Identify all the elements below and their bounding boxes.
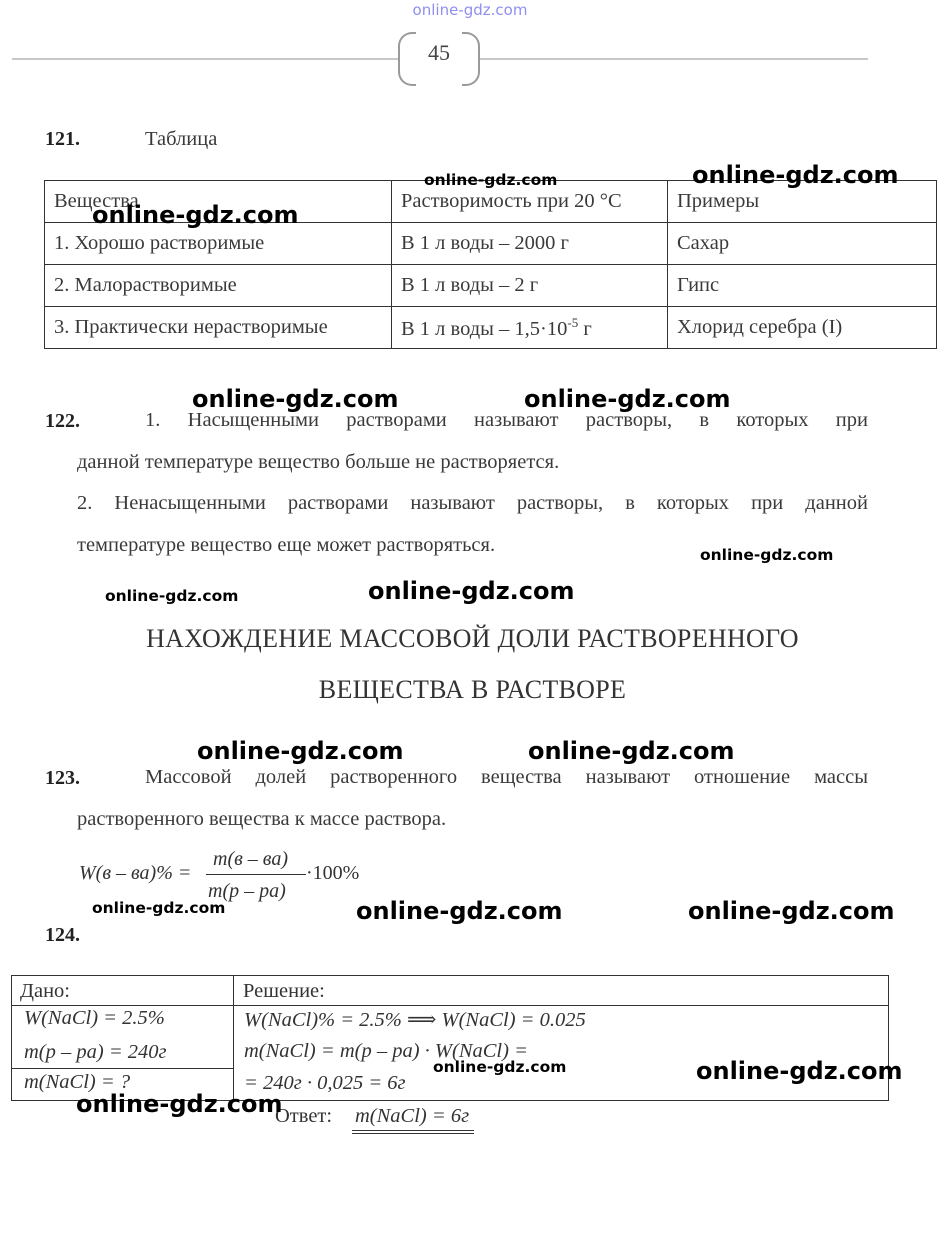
task-122-line-3: 2. Ненасыщенными растворами называют растворы, в которых при данной xyxy=(77,492,868,514)
given-header: Дано: xyxy=(20,980,70,1002)
formula-lhs: W(в – ва)% = xyxy=(79,862,192,884)
answer-underline-2 xyxy=(352,1133,474,1134)
task-122-line-4: температуре вещество еще может растворяться. xyxy=(77,534,496,556)
task-122-line-1: 1. Насыщенными растворами называют растворы, в которых при xyxy=(145,409,868,431)
table-cell: 1. Хорошо растворимые xyxy=(45,223,392,265)
watermark: online-gdz.com xyxy=(528,737,735,765)
watermark: online-gdz.com xyxy=(700,546,834,564)
task-122-number: 122. xyxy=(45,410,80,432)
answer-underline-1 xyxy=(352,1130,474,1131)
table-header-cell: Примеры xyxy=(668,181,937,223)
solution-table-given-divider xyxy=(11,1068,233,1069)
task-121-title: Таблица xyxy=(145,128,218,150)
formula-numerator: m(в – ва) xyxy=(213,848,288,870)
solubility-exponent: -5 xyxy=(567,314,579,330)
top-site-watermark: online-gdz.com xyxy=(412,1,528,19)
task-121-number: 121. xyxy=(45,128,80,150)
header-rule-right xyxy=(478,58,868,60)
given-mass-fraction: W(NaCl) = 2.5% xyxy=(24,1007,165,1029)
section-heading-line-2: ВЕЩЕСТВА В РАСТВОРЕ xyxy=(318,675,627,704)
solubility-value: В 1 л воды – 1,5·10 xyxy=(401,317,568,340)
table-cell: Хлорид серебра (I) xyxy=(668,307,937,349)
watermark: online-gdz.com xyxy=(692,161,899,189)
formula-fraction-bar xyxy=(206,874,306,875)
watermark: online-gdz.com xyxy=(197,737,404,765)
table-cell: В 1 л воды – 2 г xyxy=(392,265,668,307)
watermark: online-gdz.com xyxy=(524,385,731,413)
table-cell: Сахар xyxy=(668,223,937,265)
table-cell: 2. Малорастворимые xyxy=(45,265,392,307)
table-row xyxy=(45,265,937,307)
answer-value: m(NaCl) = 6г xyxy=(355,1105,470,1127)
solution-step-2: m(NaCl) = m(р – ра) · W(NaCl) = xyxy=(244,1040,528,1062)
table-header-cell: Вещества xyxy=(45,181,392,223)
table-cell: В 1 л воды – 2000 г xyxy=(392,223,668,265)
table-cell xyxy=(392,307,668,349)
task-123-number: 123. xyxy=(45,767,80,789)
page-number: 45 xyxy=(428,40,450,65)
task-123-line-2: растворенного вещества к массе раствора. xyxy=(77,808,447,830)
watermark: online-gdz.com xyxy=(105,587,239,605)
watermark: online-gdz.com xyxy=(76,1090,283,1118)
watermark: online-gdz.com xyxy=(696,1057,903,1085)
solubility-unit: г xyxy=(578,317,592,340)
header-rule-left xyxy=(12,58,400,60)
solution-table-vertical-divider xyxy=(233,975,234,1101)
watermark: online-gdz.com xyxy=(688,897,895,925)
watermark: online-gdz.com xyxy=(92,201,299,229)
table-row xyxy=(45,307,937,349)
watermark: online-gdz.com xyxy=(424,171,558,189)
task-124-number: 124. xyxy=(45,924,80,946)
given-solution-mass: m(р – ра) = 240г xyxy=(24,1041,167,1063)
solution-header: Решение: xyxy=(243,980,325,1002)
solution-table-header-divider xyxy=(11,1005,889,1006)
find-solute-mass: m(NaCl) = ? xyxy=(24,1071,131,1093)
table-cell: 3. Практически нерастворимые xyxy=(45,307,392,349)
watermark: online-gdz.com xyxy=(356,897,563,925)
watermark: online-gdz.com xyxy=(192,385,399,413)
formula-denominator: m(р – ра) xyxy=(208,880,286,902)
task-122-line-2: данной температуре вещество больше не растворяется. xyxy=(77,451,560,473)
watermark: online-gdz.com xyxy=(433,1058,567,1076)
formula-tail: ·100% xyxy=(306,862,360,884)
answer-label: Ответ: xyxy=(275,1105,333,1127)
watermark: online-gdz.com xyxy=(92,899,226,917)
solution-step-1: W(NaCl)% = 2.5% ⟹ W(NaCl) = 0.025 xyxy=(244,1009,586,1031)
watermark: online-gdz.com xyxy=(368,577,575,605)
table-header-cell: Растворимость при 20 °С xyxy=(392,181,668,223)
table-cell: Гипс xyxy=(668,265,937,307)
solution-step-3: = 240г · 0,025 = 6г xyxy=(244,1072,406,1094)
section-heading-line-1: НАХОЖДЕНИЕ МАССОВОЙ ДОЛИ РАСТВОРЕННОГО xyxy=(146,624,799,653)
task-123-line-1: Массовой долей растворенного вещества называют отношение массы xyxy=(145,766,868,788)
